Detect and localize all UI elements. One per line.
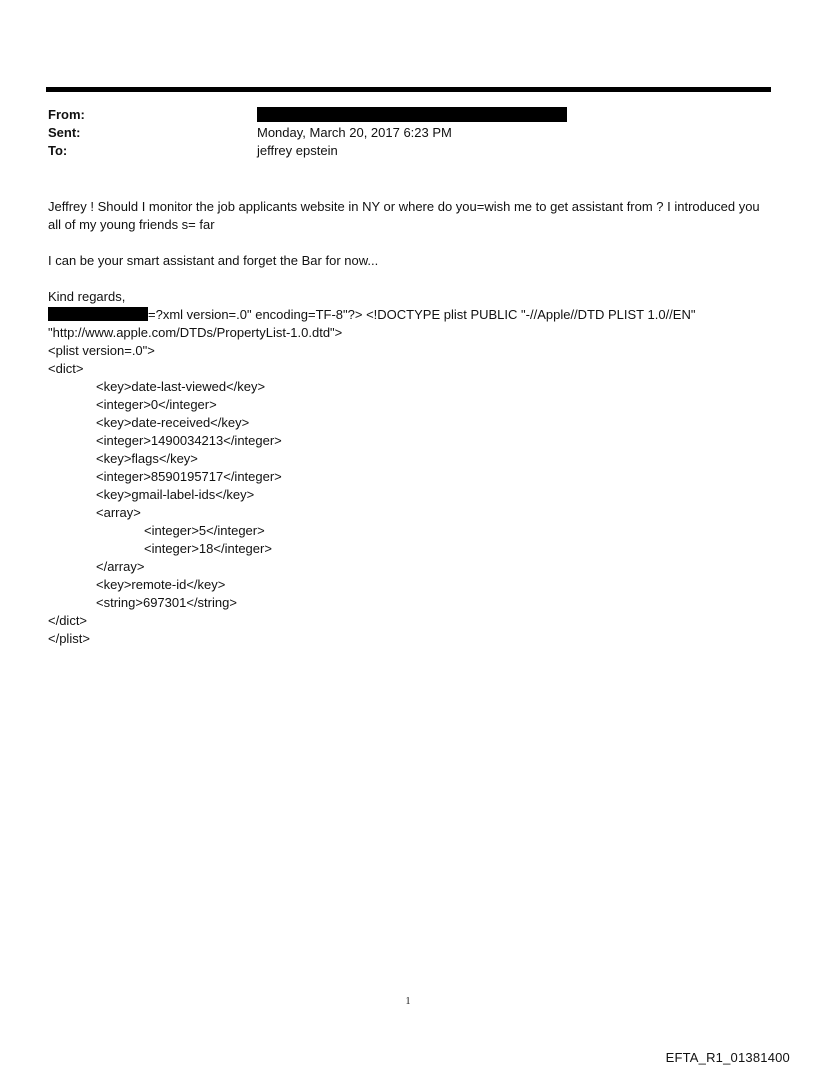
- page-number: 1: [405, 996, 411, 1007]
- to-label: To:: [48, 143, 68, 158]
- xml-line: <integer>8590195717</integer>: [96, 469, 282, 484]
- redaction-signature: [48, 307, 148, 321]
- body-paragraph-1: Jeffrey ! Should I monitor the job applicants website in NY or where do you=wish me to get assistant from ? I introduced you all of my young friends s= far: [48, 199, 760, 232]
- xml-header-text: =?xml version=.0" encoding=TF-8"?> <!DOCTYPE plist PUBLIC "-//Apple//DTD PLIST 1.0//EN": [148, 307, 696, 322]
- xml-line: </array>: [96, 559, 145, 574]
- sent-label: Sent:: [48, 125, 81, 140]
- xml-line: <string>697301</string>: [96, 595, 237, 610]
- xml-line: <integer>1490034213</integer>: [96, 433, 282, 448]
- xml-line: <key>date-last-viewed</key>: [96, 379, 266, 394]
- xml-line: <integer>0</integer>: [96, 397, 217, 412]
- xml-line: <key>remote-id</key>: [96, 577, 226, 592]
- sent-value: Monday, March 20, 2017 6:23 PM: [257, 125, 452, 140]
- body-paragraph-2: I can be your smart assistant and forget the Bar for now...: [48, 253, 379, 268]
- from-label: From:: [48, 107, 85, 122]
- redaction-from: [257, 107, 567, 122]
- to-value: jeffrey epstein: [257, 143, 338, 158]
- xml-line: </plist>: [48, 631, 90, 646]
- xml-line: <key>date-received</key>: [96, 415, 250, 430]
- xml-line: "http://www.apple.com/DTDs/PropertyList-1.0.dtd">: [48, 325, 343, 340]
- to-row: [48, 142, 768, 160]
- xml-line: <plist version=.0">: [48, 343, 155, 358]
- email-body: [48, 198, 773, 648]
- xml-line: <dict>: [48, 361, 84, 376]
- xml-line-first: [48, 306, 773, 324]
- xml-line: <integer>18</integer>: [144, 541, 272, 556]
- email-header: [48, 106, 768, 160]
- from-row: [48, 106, 768, 124]
- xml-line: <key>gmail-label-ids</key>: [96, 487, 255, 502]
- xml-line: <array>: [96, 505, 141, 520]
- closing-line: Kind regards,: [48, 289, 126, 304]
- header-rule: [46, 87, 771, 92]
- xml-line: </dict>: [48, 613, 88, 628]
- xml-line: <key>flags</key>: [96, 451, 198, 466]
- bates-number: EFTA_R1_01381400: [665, 1050, 790, 1065]
- xml-line: <integer>5</integer>: [144, 523, 265, 538]
- sent-row: [48, 124, 768, 142]
